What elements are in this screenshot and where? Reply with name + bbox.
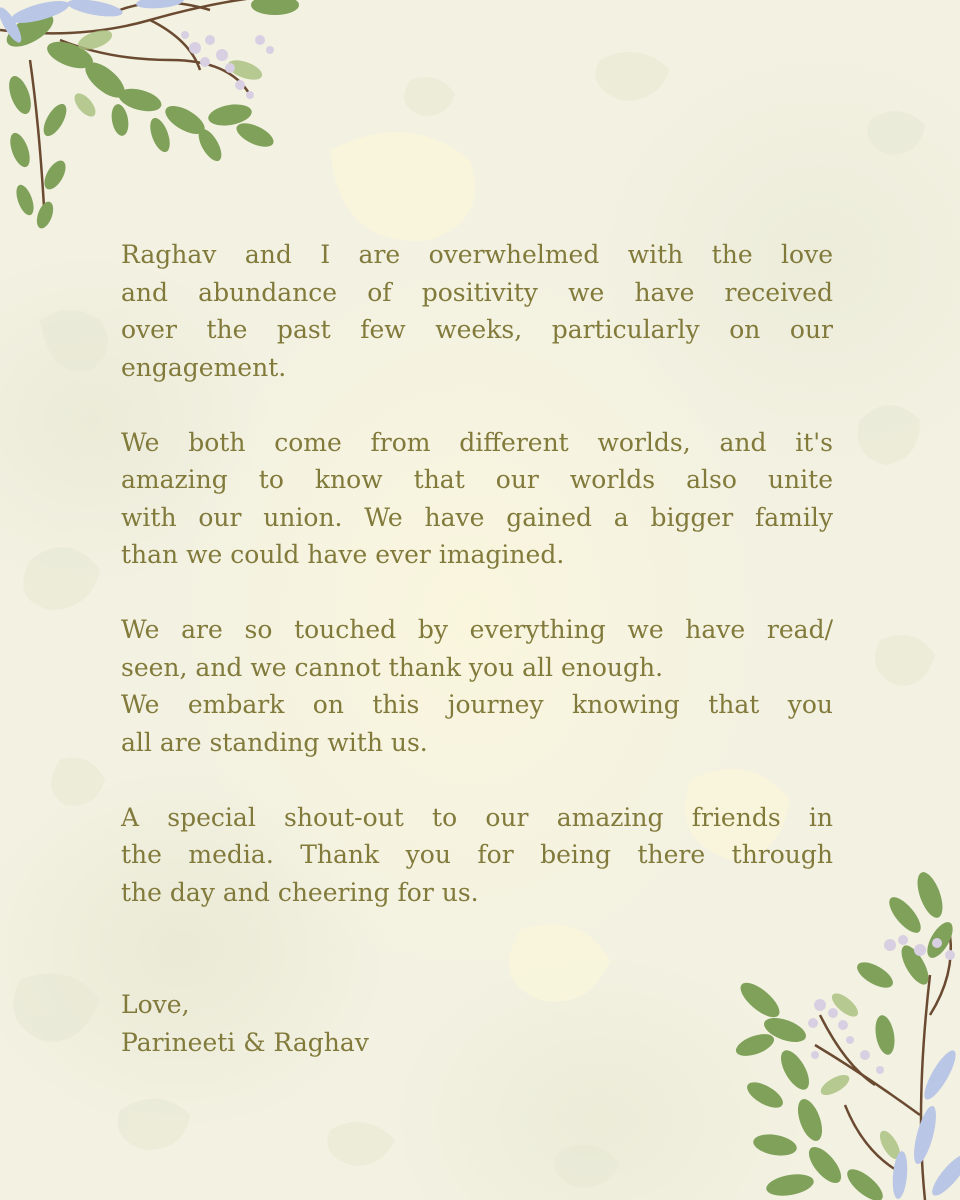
text-line: the media. Thank you for being there through [121,840,833,869]
text-line: over the past few weeks, particularly on our [121,315,833,344]
text-line: seen, and we cannot thank you all enough. [121,652,664,682]
text-line: amazing to know that our worlds also unite [121,465,833,494]
text-line: engagement. [121,352,287,382]
paragraph [121,611,833,761]
paragraph [121,424,833,574]
text-line: A special shout-out to our amazing friends in [121,802,833,832]
text-line: with our union. We have gained a bigger family [121,502,833,532]
text-line: We are so touched by everything we have read/ [121,615,833,644]
closing: Love, [121,990,190,1019]
text-line: We both come from different worlds, and it's [121,427,833,457]
text-line: the day and cheering for us. [121,877,479,907]
text-line: than we could have ever imagined. [121,540,565,569]
text-line: all are standing with us. [121,727,428,757]
text-line: We embark on this journey knowing that you [121,690,833,719]
text-line: and abundance of positivity we have received [121,277,833,307]
paragraph [121,236,833,386]
signature: Parineeti & Raghav [121,1027,369,1057]
text-line: Raghav and I are overwhelmed with the love [121,240,833,269]
letter-body [121,236,833,1061]
floral-corner-icon [0,0,300,240]
paragraph [121,799,833,912]
